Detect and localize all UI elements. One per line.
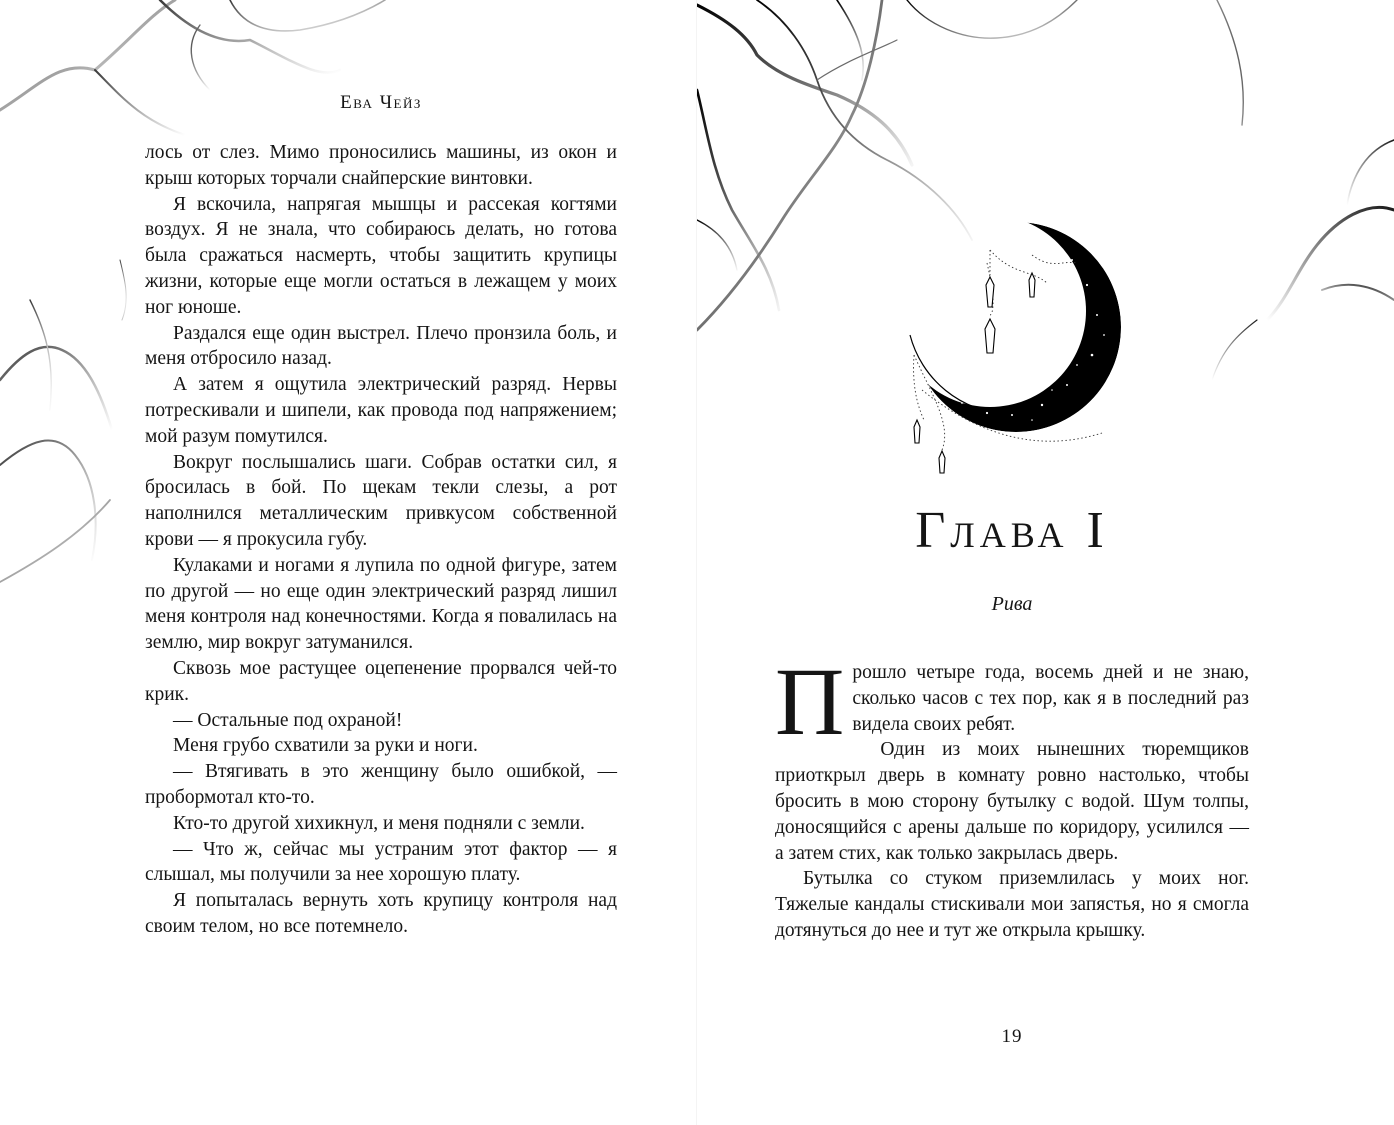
- dialogue-line: — Остальные под охраной!: [173, 709, 403, 731]
- dialogue-line: — Втягивать в это женщину было ошибкой, — пробормотал кто-то.: [145, 761, 617, 808]
- paragraph: Меня грубо схватили за руки и ноги.: [173, 735, 478, 757]
- opening-paragraph-text: рошло четыре года, восемь дней и не знаю, сколько часов с тех пор, как я в последний раз видела своих ребят.: [852, 662, 1249, 735]
- paragraph: Один из моих нынешних тюремщиков приоткрыл дверь в комнату ровно настолько, чтобы бросить в мою сторону бутылку с водой. Шум толпы, доносящийся с арены дальше по коридору, усилился — а затем стих, как только закрылась дверь.: [775, 739, 1249, 864]
- paragraph: Я вскочила, напрягая мышцы и рассекая когтями воздух. Я не знала, что собираюсь делать, но готова была сражаться насмерть, чтобы защитить крупицы жизни, которые еще могли остаться в лежащем у моих ног юноше.: [145, 193, 617, 318]
- paragraph: Кто-то другой хихикнул, и меня подняли с земли.: [173, 812, 585, 834]
- paragraph: Бутылка со стуком приземлилась у моих ног. Тяжелые кандалы стискивали мои запястья, но я смогла дотянуться до нее и тут же открыла крышку.: [775, 868, 1249, 941]
- opening-paragraph: [775, 648, 1249, 755]
- moon-crescent: [911, 222, 1121, 432]
- chapter-title: Глава I: [915, 502, 1109, 559]
- paragraph: А затем я ощутила электрический разряд. Нервы потрескивали и шипели, как провода под напряжением; мой разум помутился.: [145, 374, 617, 447]
- paragraph: Кулаками и ногами я лупила по одной фигуре, затем по другой — но еще один электрический разряд лишил меня контроля над конечностями. Когда я повалилась на землю, мир вокруг затуманился.: [145, 554, 617, 654]
- drop-cap: П: [775, 648, 845, 755]
- right-body-text: [775, 648, 1249, 944]
- crescent-moon-illustration: [892, 215, 1132, 475]
- left-body-text: [145, 140, 617, 940]
- paragraph: Раздался еще один выстрел. Плечо пронзила боль, и меня отбросило назад.: [145, 322, 617, 370]
- chapter-subtitle: Рива: [991, 593, 1033, 615]
- page-number: 19: [1001, 1026, 1023, 1047]
- paragraph: лось от слез. Мимо проносились машины, из окон и крыш которых торчали снайперские винтовки.: [145, 142, 617, 189]
- paragraph: Вокруг послышались шаги. Собрав остатки сил, я бросилась в бой. По щекам текли слезы, а рот наполнился металлическим привкусом собственной крови — я прокусила губу.: [145, 451, 617, 550]
- paragraph: Я попыталась вернуть хоть крупицу контроля над своим телом, но все потемнело.: [145, 890, 617, 937]
- marble-veins-decoration: [697, 0, 1394, 1125]
- dialogue-line: — Что ж, сейчас мы устраним этот фактор — я слышал, мы получили за нее хорошую плату.: [145, 838, 617, 886]
- paragraph: Сквозь мое растущее оцепенение прорвался чей-то крик.: [145, 657, 617, 705]
- running-head: Ева Чейз: [340, 92, 422, 113]
- right-page: [697, 0, 1394, 1125]
